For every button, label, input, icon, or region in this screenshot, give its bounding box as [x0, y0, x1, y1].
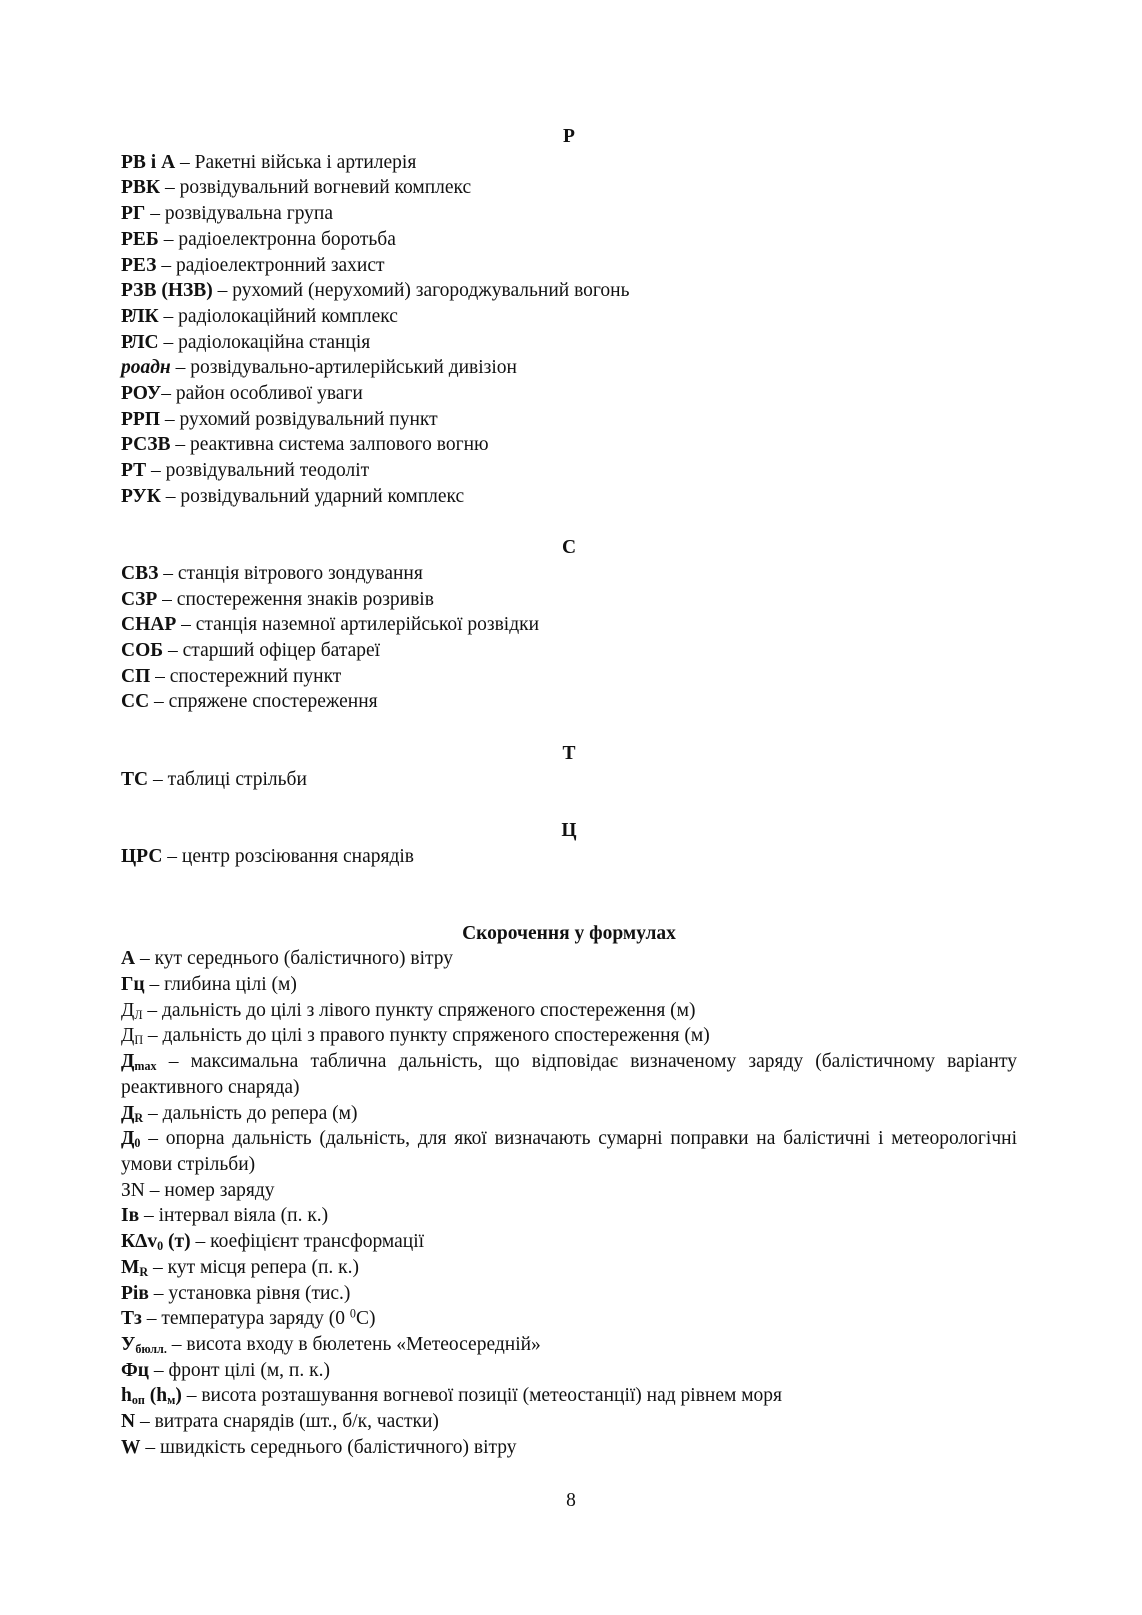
- definition: – радіолокаційна станція: [158, 331, 371, 353]
- definition: – глибина цілі (м): [144, 974, 297, 996]
- definition: – спряжене спостереження: [149, 691, 378, 713]
- list-item: [121, 355, 1017, 381]
- formula-symbol: N: [121, 1411, 136, 1433]
- abbreviation: РГ: [121, 203, 146, 225]
- formula-item: [121, 1023, 1017, 1049]
- list-item: [121, 175, 1017, 201]
- abbreviation: РЗВ (НЗВ): [121, 280, 213, 302]
- formula-symbol: Гц: [121, 974, 145, 996]
- definition: – станція наземної артилерійської розвідки: [176, 614, 540, 636]
- abbreviation: СНАР: [121, 614, 177, 636]
- section-letter-r: Р: [563, 126, 575, 147]
- formula-symbol: Д: [121, 1102, 135, 1124]
- formula-item: [121, 972, 1017, 998]
- formula-symbol: М: [121, 1256, 140, 1278]
- formula-subscript: 0: [157, 1239, 164, 1254]
- formula-item: [121, 1332, 1017, 1358]
- definition: – інтервал віяла (п. к.): [139, 1205, 329, 1227]
- abbreviation: РВК: [121, 177, 161, 199]
- formula-item: [121, 1229, 1017, 1255]
- definition: – розвідувальна група: [145, 203, 334, 225]
- list-item: [121, 587, 1017, 613]
- list-item: [121, 484, 1017, 510]
- formula-subscript: оп: [131, 1393, 145, 1408]
- section-letter-t: Т: [562, 742, 576, 764]
- definition: – опорна дальність (дальність, для якої визначають сумарні поправки на балістичні і метеорологічні умови стрільби): [121, 1128, 1017, 1175]
- abbreviation: РЛК: [121, 305, 159, 327]
- formula-symbol: h: [121, 1385, 132, 1407]
- abbreviation: РВ і А: [121, 151, 176, 173]
- spacer: [121, 869, 1017, 920]
- list-item: [121, 278, 1017, 304]
- formula-symbol-tail: (т): [163, 1231, 191, 1253]
- definition: – рухомий розвідувальний пункт: [160, 408, 438, 430]
- spacer: [121, 715, 1017, 741]
- definition: – район особливої уваги: [161, 383, 363, 405]
- definition: – розвідувальний теодоліт: [146, 460, 370, 482]
- formula-symbol-tail-end: ): [175, 1385, 182, 1407]
- definition: – дальність до репера (м): [143, 1102, 358, 1124]
- abbreviation: ТС: [121, 768, 149, 790]
- abbreviation: РУК: [121, 485, 161, 507]
- formula-item: [121, 998, 1017, 1024]
- formula-symbol: ЗN: [121, 1179, 145, 1201]
- definition: – номер заряду: [144, 1179, 275, 1201]
- definition: – рухомий (нерухомий) загороджувальний вогонь: [212, 280, 630, 302]
- formula-symbol: Тз: [121, 1308, 142, 1330]
- list-item: [121, 844, 1017, 870]
- definition: – розвідувально-артилерійський дивізіон: [170, 357, 517, 379]
- list-item: [121, 561, 1017, 587]
- formula-subscript: R: [139, 1264, 149, 1279]
- definition: – станція вітрового зондування: [158, 562, 423, 584]
- list-item: [121, 612, 1017, 638]
- formula-symbol: W: [121, 1436, 141, 1458]
- list-item: [121, 689, 1017, 715]
- definition: – фронт цілі (м, п. к.): [148, 1359, 330, 1381]
- list-item: [121, 201, 1017, 227]
- formula-subscript: Л: [134, 1007, 143, 1022]
- formula-subscript: max: [134, 1059, 157, 1074]
- section-letter-ts: Ц: [561, 819, 577, 841]
- list-item: [121, 664, 1017, 690]
- formula-item: [121, 1203, 1017, 1229]
- definition: – таблиці стрільби: [148, 768, 307, 790]
- formula-item: [121, 946, 1017, 972]
- formula-subscript: бюлл.: [135, 1341, 167, 1356]
- formula-symbol: Рів: [121, 1282, 149, 1304]
- formula-item: [121, 1383, 1017, 1409]
- abbreviation: СОБ: [121, 640, 164, 662]
- formula-item: [121, 1435, 1017, 1461]
- definition: – розвідувальний вогневий комплекс: [160, 177, 472, 199]
- definition: – радіоелектронна боротьба: [158, 228, 396, 250]
- definition: – швидкість середнього (балістичного) вітру: [140, 1436, 517, 1458]
- definition: – витрата снарядів (шт., б/к, частки): [135, 1411, 439, 1433]
- formula-symbol: Фц: [121, 1359, 149, 1381]
- list-item: [121, 330, 1017, 356]
- definition: – Ракетні війська і артилерія: [175, 151, 417, 173]
- list-item: [121, 407, 1017, 433]
- list-item: [121, 767, 1017, 793]
- definition: – реактивна система залпового вогню: [170, 434, 489, 456]
- formula-subscript: П: [134, 1033, 144, 1048]
- list-item: [121, 304, 1017, 330]
- formula-item: [121, 1178, 1017, 1204]
- formula-symbol: Д: [121, 1051, 135, 1073]
- abbreviation: СП: [121, 665, 151, 687]
- abbreviation: РОУ: [121, 383, 162, 405]
- formula-symbol: А: [121, 948, 136, 970]
- list-item: [121, 227, 1017, 253]
- formula-item: [121, 1409, 1017, 1435]
- formula-subscript: м: [167, 1393, 176, 1408]
- formula-item: [121, 1255, 1017, 1281]
- list-item: [121, 381, 1017, 407]
- abbreviation: СС: [121, 691, 150, 713]
- abbreviation: РЛС: [121, 331, 159, 353]
- formula-item: [121, 1126, 1017, 1177]
- formula-subscript: R: [134, 1110, 144, 1125]
- definition: – дальність до цілі з правого пункту спряженого спостереження (м): [143, 1025, 710, 1047]
- definition: – температура заряду (0: [141, 1308, 350, 1330]
- abbreviation: РЕБ: [121, 228, 159, 250]
- abbreviation: СЗР: [121, 588, 158, 610]
- formula-symbol: Д: [121, 999, 135, 1021]
- formula-subscript: 0: [134, 1136, 141, 1151]
- formula-symbol: Ів: [121, 1205, 140, 1227]
- definition: – спостережний пункт: [150, 665, 342, 687]
- abbreviation: роадн: [121, 357, 171, 379]
- formula-item: [121, 1306, 1017, 1332]
- definition: – старший офіцер батареї: [163, 640, 381, 662]
- abbreviation: СВЗ: [121, 562, 159, 584]
- formula-item: [121, 1049, 1017, 1100]
- definition-end: С): [355, 1308, 376, 1330]
- definition: – висота розташування вогневої позиції (метеостанції) над рівнем моря: [181, 1385, 783, 1407]
- definition: – установка рівня (тис.): [148, 1282, 351, 1304]
- definition: – дальність до цілі з лівого пункту спряженого спостереження (м): [142, 999, 696, 1021]
- list-item: [121, 150, 1017, 176]
- formula-symbol: Д: [121, 1025, 135, 1047]
- spacer: [121, 510, 1017, 536]
- list-item: [121, 432, 1017, 458]
- formula-symbol-tail: (h: [144, 1385, 168, 1407]
- definition: – розвідувальний ударний комплекс: [160, 485, 465, 507]
- abbreviation: РРП: [121, 408, 160, 430]
- page-number: 8: [566, 1490, 576, 1511]
- page-body: [121, 124, 1017, 1460]
- definition: – кут місця репера (п. к.): [148, 1256, 359, 1278]
- definition: – радіолокаційний комплекс: [158, 305, 398, 327]
- formula-superscript: 0: [349, 1306, 356, 1321]
- definition: – радіоелектронний захист: [156, 254, 385, 276]
- definition: – спостереження знаків розривів: [157, 588, 434, 610]
- abbreviation: РЕЗ: [121, 254, 157, 276]
- formula-symbol: КΔv: [121, 1231, 158, 1253]
- formula-symbol: У: [121, 1333, 136, 1355]
- definition: – максимальна таблична дальність, що відповідає визначеному заряду (балістичному варіанту реактивного снаряда): [121, 1051, 1017, 1098]
- formula-item: [121, 1358, 1017, 1384]
- formula-item: [121, 1101, 1017, 1127]
- formulas-heading: Скорочення у формулах: [462, 922, 676, 944]
- abbreviation: РТ: [121, 460, 147, 482]
- formula-item: [121, 1281, 1017, 1307]
- list-item: [121, 253, 1017, 279]
- definition: – коефіцієнт трансформації: [190, 1231, 425, 1253]
- section-letter-s: С: [561, 537, 577, 559]
- spacer: [121, 792, 1017, 818]
- abbreviation: ЦРС: [121, 845, 163, 867]
- definition: – кут середнього (балістичного) вітру: [135, 948, 454, 970]
- formula-symbol: Д: [121, 1128, 135, 1150]
- definition: – центр розсіювання снарядів: [162, 845, 414, 867]
- list-item: [121, 458, 1017, 484]
- definition: – висота входу в бюлетень «Метеосередній»: [166, 1333, 541, 1355]
- abbreviation: РСЗВ: [121, 434, 171, 456]
- list-item: [121, 638, 1017, 664]
